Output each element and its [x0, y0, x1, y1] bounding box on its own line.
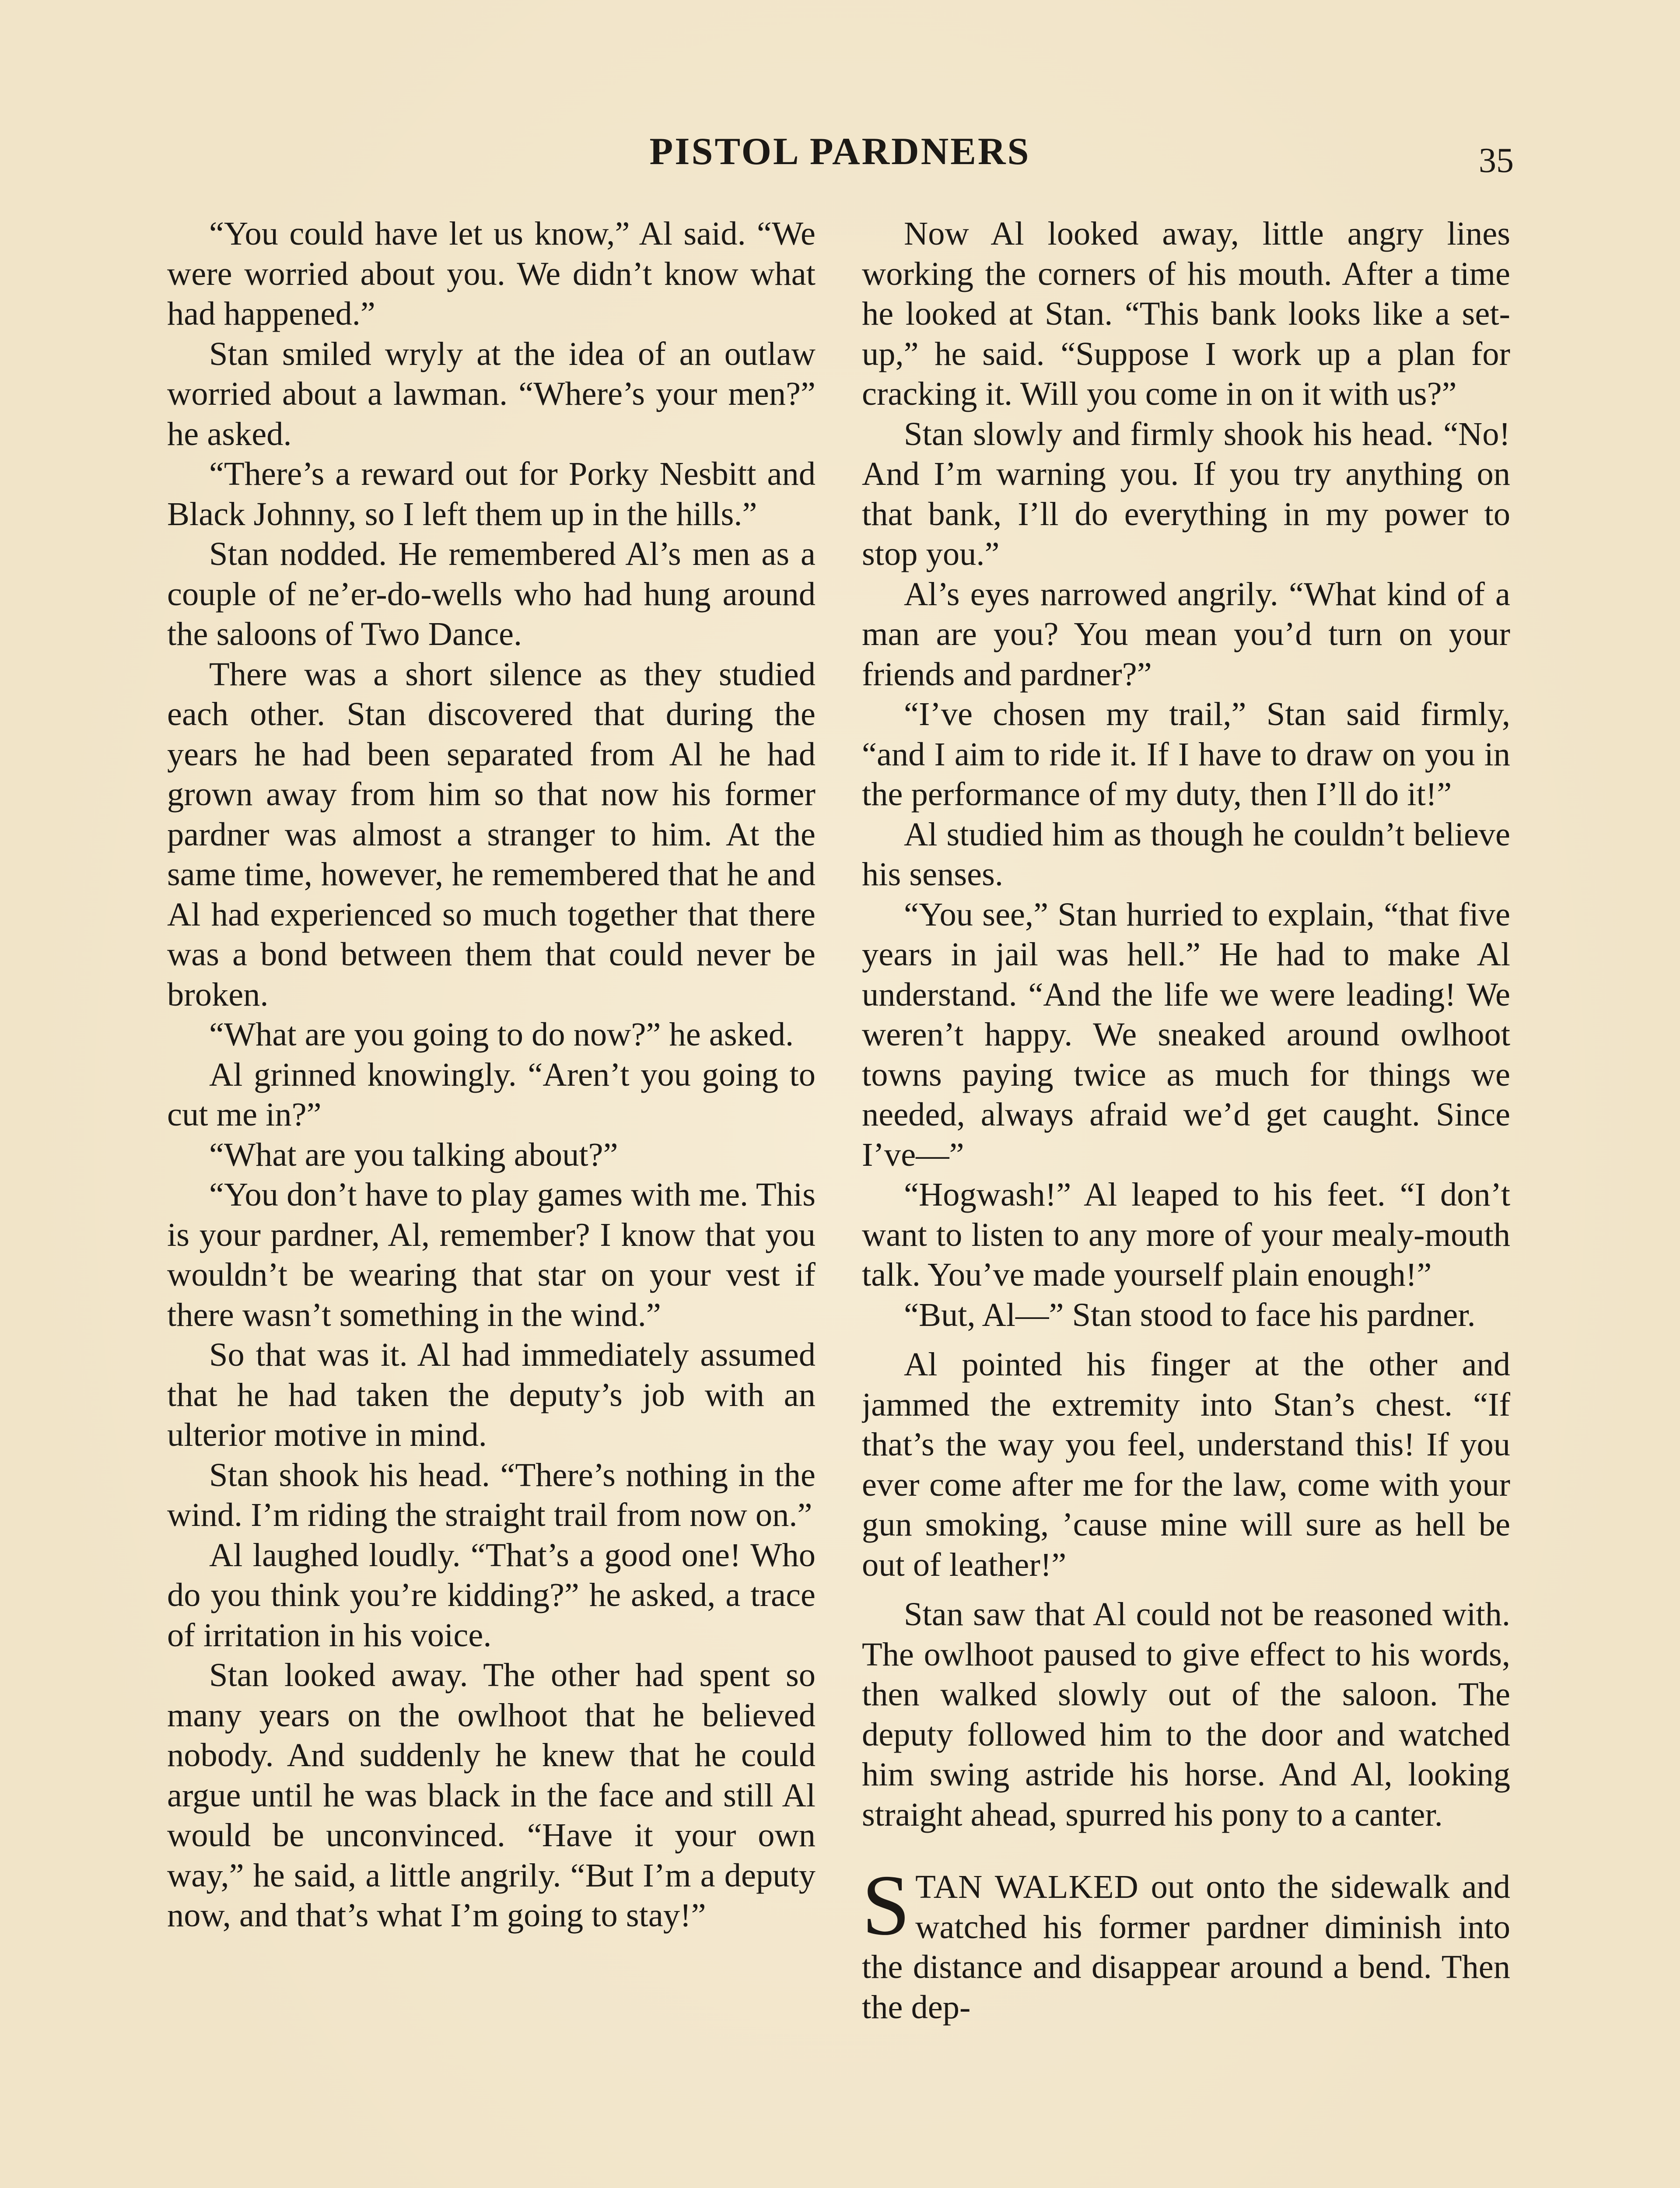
paragraph: Stan nodded. He remembered Al’s men as a couple of ne’er-do-wells who had hung around the saloons of Two Dance. [167, 535, 816, 652]
section-text: out onto the sidewalk and watched his former pardner diminish into the distance and disappear around a bend. Then the dep- [862, 1868, 1510, 2026]
paragraph: Al laughed loudly. “That’s a good one! Who do you think you’re kidding?” he asked, a trace of irritation in his voice. [167, 1536, 816, 1654]
running-title: PISTOL PARDNERS [649, 130, 1031, 173]
paragraph: Stan smiled wryly at the idea of an outlaw worried about a lawman. “Where’s your men?” he asked. [167, 335, 816, 452]
paragraph: So that was it. Al had immediately assumed that he had taken the deputy’s job with an ulterior motive in mind. [167, 1336, 816, 1453]
paragraph: Stan saw that Al could not be reasoned with. The owlhoot paused to give effect to his words, then walked slowly out of the saloon. The deputy followed him to the door and watched him swing astride his horse. And Al, looking straight ahead, spurred his pony to a canter. [862, 1595, 1510, 1833]
running-header [0, 123, 1680, 180]
paragraph: “You see,” Stan hurried to explain, “that five years in jail was hell.” He had to make Al understand. “And the life we were leading! We weren’t happy. We sneaked around owlhoot towns paying twice as much for things we needed, always afraid we’d get caught. Since I’ve—” [862, 895, 1510, 1173]
paragraph: Stan slowly and firmly shook his head. “No! And I’m warning you. If you try anything on that bank, I’ll do everything in my power to stop you.” [862, 415, 1510, 572]
text-column-left [167, 214, 816, 2188]
section-start-paragraph [862, 1857, 1510, 2027]
paragraph: “But, Al—” Stan stood to face his pardner. [904, 1296, 1476, 1333]
paragraph: “You don’t have to play games with me. This is your pardner, Al, remember? I know that you wouldn’t be wearing that star on your vest if there wasn’t something in the wind.” [167, 1176, 816, 1333]
paragraph: Al pointed his finger at the other and jammed the extremity into Stan’s chest. “If that’s the way you feel, understand this! If you ever come after me for the law, come with your gun smoking, ’cause mine will sure as hell be out of leather!” [862, 1346, 1510, 1583]
paragraph: “There’s a reward out for Porky Nesbitt and Black Johnny, so I left them up in the hills.” [167, 455, 816, 533]
paragraph: Stan looked away. The other had spent so many years on the owlhoot that he believed nobody. And suddenly he knew that he could argue until he was black in the face and still Al would be unconvinced. “Have it your own way,” he said, a little angrily. “But I’m a deputy now, and that’s what I’m going to stay!” [167, 1656, 816, 1934]
text-column-right [862, 214, 1510, 2188]
drop-cap: S [862, 1857, 910, 1953]
page-number: 35 [1479, 141, 1514, 180]
paragraph: There was a short silence as they studied each other. Stan discovered that during the years he had been separated from Al he had grown away from him so that now his former pardner was almost a stranger to him. At the same time, however, he remembered that he and Al had experienced so much together that there was a bond between them that could never be broken. [167, 655, 816, 1013]
paragraph: “What are you going to do now?” he asked. [209, 1016, 794, 1053]
paragraph: “Hogwash!” Al leaped to his feet. “I don’t want to listen to any more of your mealy-mouth talk. You’ve made yourself plain enough!” [862, 1176, 1510, 1293]
paragraph: Al grinned knowingly. “Aren’t you going to cut me in?” [167, 1055, 816, 1133]
paragraph: Al studied him as though he couldn’t believe his senses. [862, 815, 1510, 893]
paragraph: “I’ve chosen my trail,” Stan said firmly, “and I aim to ride it. If I have to draw on you in the performance of my duty, then I’ll do it!” [862, 695, 1510, 813]
section-lead-in: TAN WALKED [915, 1868, 1139, 1905]
paragraph: “You could have let us know,” Al said. “We were worried about you. We didn’t know what had happened.” [167, 215, 816, 332]
paragraph: Al’s eyes narrowed angrily. “What kind of a man are you? You mean you’d turn on your friends and pardner?” [862, 575, 1510, 693]
paragraph: Now Al looked away, little angry lines working the corners of his mouth. After a time he looked at Stan. “This bank looks like a set-up,” he said. “Suppose I work up a plan for cracking it. Will you come in on it with us?” [862, 215, 1510, 412]
paragraph: Stan shook his head. “There’s nothing in the wind. I’m riding the straight trail from now on.” [167, 1456, 816, 1533]
paragraph: “What are you talking about?” [209, 1136, 618, 1173]
